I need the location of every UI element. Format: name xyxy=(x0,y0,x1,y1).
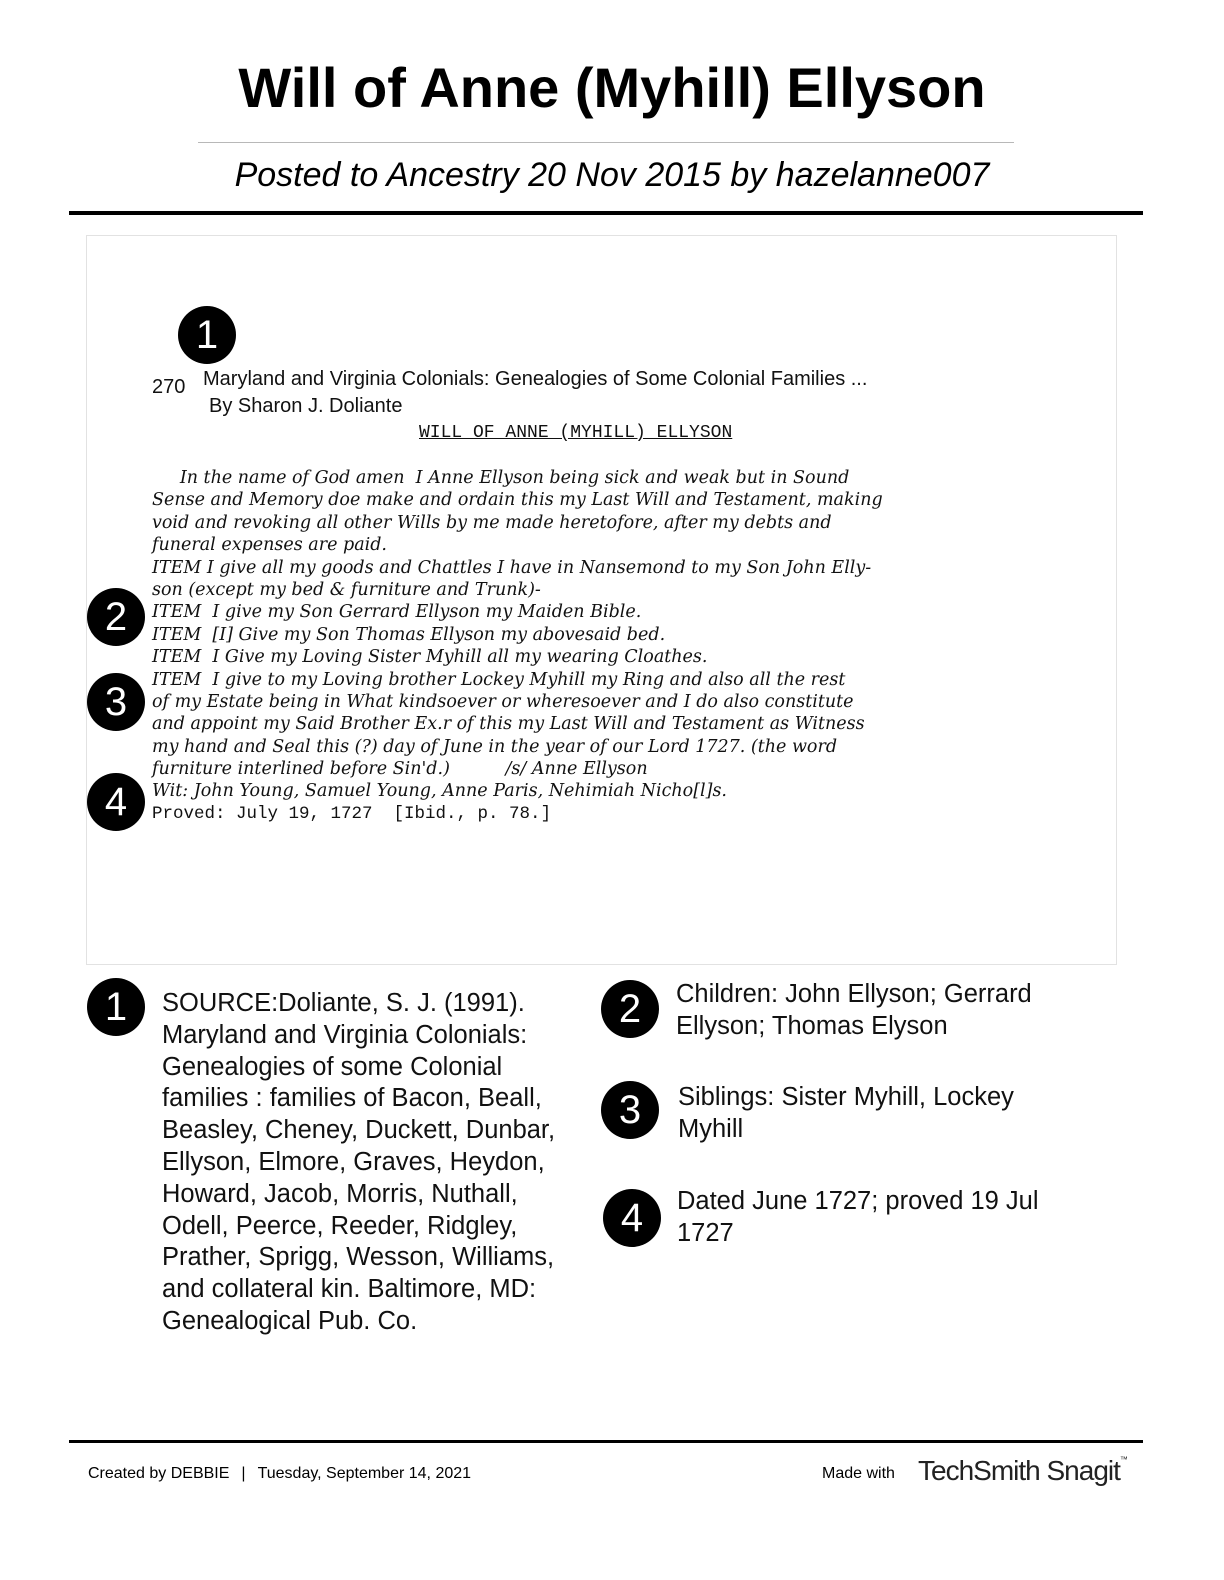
page-number: 270 xyxy=(152,376,186,398)
will-line: my hand and Seal this (?) day of June in the year of our Lord 1727. (the word xyxy=(152,736,838,757)
marker-2-document: 2 xyxy=(87,588,145,646)
footer-date: Tuesday, September 14, 2021 xyxy=(257,1465,472,1482)
page-subtitle: Posted to Ancestry 20 Nov 2015 by hazelanne007 xyxy=(234,156,990,194)
will-line: ITEM [I] Give my Son Thomas Ellyson my abovesaid bed. xyxy=(152,624,666,645)
will-line: and appoint my Said Brother Ex.r of this my Last Will and Testament as Witness xyxy=(152,714,865,735)
footer-made-with: Made with xyxy=(822,1465,895,1482)
snagit-logo xyxy=(918,1455,1128,1487)
will-line: funeral expenses are paid. xyxy=(152,535,387,556)
brand-trademark: ™ xyxy=(1119,1455,1128,1464)
footer-credit xyxy=(88,1465,471,1483)
will-heading: WILL OF ANNE (MYHILL) ELLYSON xyxy=(419,423,733,443)
will-line: Sense and Memory doe make and ordain this my Last Will and Testament, making xyxy=(152,490,883,511)
note-siblings: Siblings: Sister Myhill, Lockey Myhill xyxy=(678,1083,1014,1143)
marker-1-document: 1 xyxy=(178,306,236,364)
marker-4-document: 4 xyxy=(87,773,145,831)
page-title: Will of Anne (Myhill) Ellyson xyxy=(238,56,986,119)
note-dates: Dated June 1727; proved 19 Jul 1727 xyxy=(677,1187,1039,1247)
will-text xyxy=(152,467,1032,825)
will-line: Wit: John Young, Samuel Young, Anne Paris, Nehimiah Nicho[l]s. xyxy=(152,781,727,802)
title-divider xyxy=(198,142,1014,143)
will-line: In the name of God amen I Anne Ellyson being sick and weak but in Sound xyxy=(152,468,850,488)
will-line: void and revoking all other Wills by me made heretofore, after my debts and xyxy=(152,512,832,533)
footer-separator: | xyxy=(241,1465,246,1482)
marker-3-document: 3 xyxy=(87,673,145,731)
marker-1-note: 1 xyxy=(87,978,145,1036)
marker-3-note: 3 xyxy=(601,1081,659,1139)
brand-name: TechSmith Snagit xyxy=(918,1455,1120,1486)
will-line: son (except my bed & furniture and Trunk)- xyxy=(152,579,541,600)
book-author: By Sharon J. Doliante xyxy=(209,395,403,417)
proved-line: Proved: July 19, 1727 [Ibid., p. 78.] xyxy=(152,803,552,824)
will-line: ITEM I give my Son Gerrard Ellyson my Maiden Bible. xyxy=(152,602,642,623)
will-line: furniture interlined before Sin'd.) /s/ Anne Ellyson xyxy=(152,759,648,780)
footer-divider xyxy=(69,1440,1143,1443)
marker-2-note: 2 xyxy=(601,980,659,1038)
will-line: of my Estate being in What kindsoever or wheresoever and I do also constitute xyxy=(152,691,854,712)
marker-4-note: 4 xyxy=(603,1189,661,1247)
will-line: ITEM I give all my goods and Chattles I have in Nansemond to my Son John Elly- xyxy=(152,557,872,578)
note-children: Children: John Ellyson; Gerrard Ellyson; Thomas Elyson xyxy=(676,980,1032,1040)
header-divider xyxy=(69,211,1143,215)
will-line: ITEM I Give my Loving Sister Myhill all my wearing Cloathes. xyxy=(152,647,708,668)
book-title: Maryland and Virginia Colonials: Genealogies of Some Colonial Families ... xyxy=(203,368,868,390)
note-source: SOURCE:Doliante, S. J. (1991). Maryland and Virginia Colonials: Genealogies of some Colonial families : families of Bacon, Beall, Beasley, Cheney, Duckett, Dunbar, Ellyson, Elmore, Graves, Heydon, Howard, Jacob, Morris, Nuthall, Odell, Peerce, Reeder, Ridgley, Prather, Sprigg, Wesson, Williams, and collateral kin. Baltimore, MD: Genealogical Pub. Co. xyxy=(162,989,556,1335)
footer-created-by: Created by DEBBIE xyxy=(88,1465,230,1482)
will-line: ITEM I give to my Loving brother Lockey Myhill my Ring and also all the rest xyxy=(152,669,846,690)
